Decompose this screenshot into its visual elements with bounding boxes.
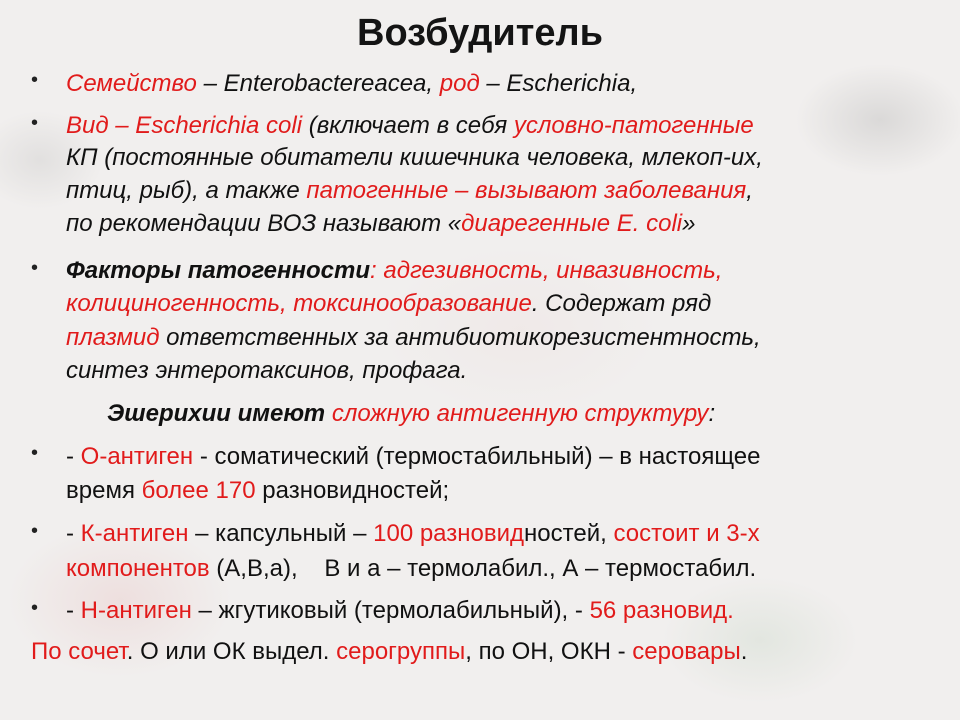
footer-line	[31, 636, 747, 668]
species-text: (включает в себя	[302, 112, 514, 139]
bullet-factors-line-4: синтез энтеротаксинов, профага.	[66, 357, 468, 384]
species-text: по рекомендации ВОЗ называют «	[66, 210, 462, 237]
bullet-icon: •	[31, 112, 39, 134]
factors-highlight: адгезивность, инвазивность,	[383, 257, 723, 284]
bullet-h-antigen-line	[66, 595, 734, 627]
separator: :	[370, 257, 384, 284]
footer-text: , по ОН, ОКН -	[465, 638, 633, 665]
h-antigen-label: Н-антиген	[80, 597, 192, 624]
footer-highlight: По сочет	[31, 638, 127, 665]
heading-text: Эшерихии имеют	[107, 400, 326, 427]
bullet-icon: •	[31, 257, 39, 279]
factors-highlight: колициногенность, токсинообразование	[66, 290, 532, 317]
footer-text: . О или ОК выдел.	[126, 638, 337, 665]
factors-text: . Содержат ряд	[531, 290, 712, 317]
bullet-k-antigen-line-2	[66, 553, 756, 585]
dash: -	[66, 443, 81, 470]
family-name: Enterobactereacea	[223, 70, 427, 97]
o-antigen-text: время	[66, 477, 142, 504]
bullet-k-antigen-line-1	[66, 518, 760, 550]
bullet-icon: •	[31, 69, 39, 91]
bullet-species-line-2: КП (постоянные обитатели кишечника человека, млекоп-их,	[66, 144, 763, 171]
bullet-factors-line-3	[66, 322, 761, 354]
k-antigen-label: К-антиген	[80, 520, 189, 547]
bullet-factors-line-1	[66, 255, 722, 287]
bullet-o-antigen-line-1	[66, 441, 761, 473]
k-antigen-count: 100 разновид	[373, 520, 525, 547]
footer-highlight: серогруппы	[336, 638, 466, 665]
species-highlight: патогенные – вызывают заболевания	[306, 177, 747, 204]
dash: -	[66, 597, 81, 624]
separator: »	[682, 210, 696, 237]
dash: –	[479, 70, 507, 97]
factors-text: ответственных за антибиотикорезистентность,	[159, 324, 761, 351]
bullet-icon: •	[31, 442, 39, 464]
genus-name: Escherichia	[506, 70, 631, 97]
factors-highlight: плазмид	[66, 324, 160, 351]
footer-highlight: серовары	[632, 638, 741, 665]
o-antigen-text: - соматический (термостабильный) – в настоящее	[193, 443, 761, 470]
genus-label: род	[439, 70, 480, 97]
species-highlight: условно-патогенные	[513, 112, 754, 139]
species-label: Вид – Escherichia coli	[66, 112, 303, 139]
bullet-species-line-4	[66, 208, 695, 240]
k-antigen-text: ностей,	[524, 520, 614, 547]
family-label: Семейство	[66, 70, 197, 97]
separator: ,	[746, 177, 753, 204]
species-highlight: диарегенные E. coli	[461, 210, 683, 237]
species-text: птиц, рыб), а также	[66, 177, 307, 204]
heading-highlight: сложную антигенную структуру	[331, 400, 709, 427]
o-antigen-text: разновидностей;	[255, 477, 450, 504]
bullet-icon: •	[31, 597, 39, 619]
bullet-species-line-3	[66, 175, 753, 207]
h-antigen-count: 56 разновид.	[589, 597, 734, 624]
factors-label: Факторы патогенности	[66, 257, 371, 284]
o-antigen-count: более 170	[141, 477, 256, 504]
separator	[325, 400, 332, 427]
h-antigen-text: – жгутиковый (термолабильный), -	[191, 597, 590, 624]
o-antigen-label: О-антиген	[80, 443, 194, 470]
k-antigen-text: (А,В,а), В и а – термолабил., А – термостабил.	[209, 555, 757, 582]
dash: –	[196, 70, 224, 97]
k-antigen-text: – капсульный –	[188, 520, 374, 547]
separator: ,	[426, 70, 440, 97]
separator: ,	[630, 70, 638, 97]
slide-title: Возбудитель	[357, 12, 603, 54]
dash: -	[66, 520, 81, 547]
bullet-factors-line-2	[66, 288, 711, 320]
k-antigen-highlight: компонентов	[66, 555, 210, 582]
bullet-o-antigen-line-2	[66, 475, 449, 507]
k-antigen-highlight: состоит и 3-х	[613, 520, 760, 547]
separator: .	[740, 638, 748, 665]
antigen-heading	[107, 398, 715, 430]
bullet-icon: •	[31, 520, 39, 542]
separator: :	[708, 400, 716, 427]
bullet-family-line	[66, 68, 637, 100]
bullet-species-line-1	[66, 110, 754, 142]
